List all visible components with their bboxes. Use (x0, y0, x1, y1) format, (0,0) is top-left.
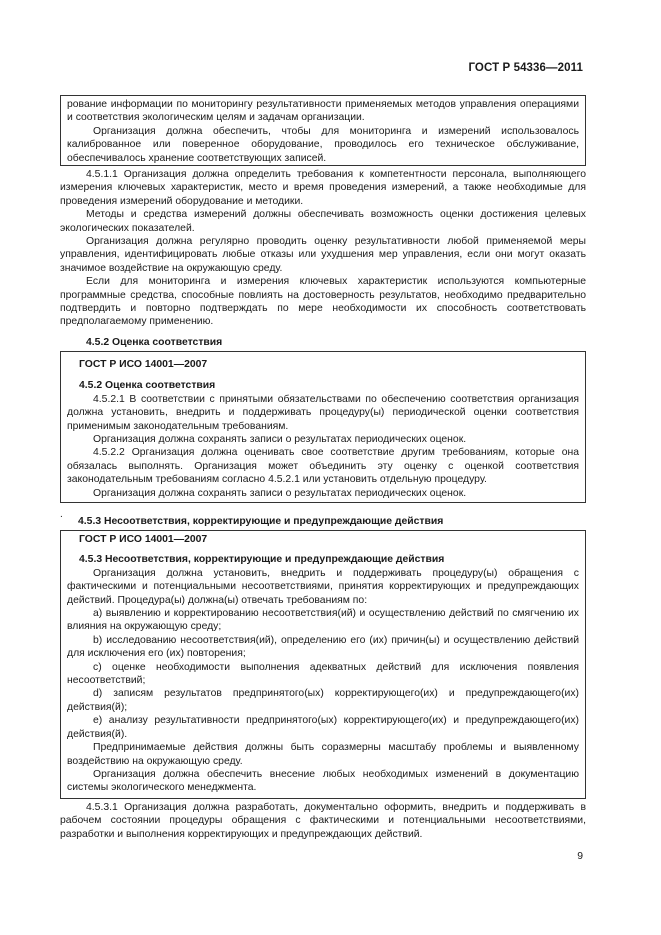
paragraph: Организация должна регулярно проводить оценку результативности любой применяемой меры управления, идентифицировать любые отказы или ухудшения мер управления, если они могут оказать значимое воздействие на окружающую среду. (60, 236, 586, 274)
paragraph: Предпринимаемые действия должны быть соразмерны масштабу проблемы и выявленному воздействию на окружающую среду. (67, 742, 579, 767)
paragraph: Организация должна обеспечить, чтобы для мониторинга и измерений использовалось калиброванное или поверенное оборудование, проводилось его техническое обслуживание, обеспечивалось хранение соответствующих записей. (67, 125, 579, 164)
document-code: ГОСТ Р 54336—2011 (468, 62, 583, 74)
box-heading: 4.5.3 Несоответствия, корректирующие и предупреждающие действия (79, 554, 445, 566)
list-item: e) анализу результативности предпринятого(ых) корректирующего(их) и предупреждающего(их) действия(й). (67, 715, 579, 740)
section-heading: 4.5.2 Оценка соответствия (86, 337, 223, 348)
paragraph: 4.5.2.1 В соответствии с принятыми обязательствами по обеспечению соответствия организация должна установить, внедрить и поддерживать процедуру(ы) периодической оценки соответствия применимым законодательным требованиям. (67, 393, 579, 432)
quote-box-4-5-3 (60, 530, 586, 799)
paragraph: 4.5.1.1 Организация должна определить требования к компетентности персонала, выполняющего измерения ключевых характеристик, место и время проведения измерений, а также необходимые для проведения измерений оборудование и методики. (60, 169, 586, 207)
section-heading: 4.5.3 Несоответствия, корректирующие и предупреждающие действия (78, 516, 444, 527)
page-number: 9 (577, 851, 583, 862)
paragraph: Организация должна установить, внедрить и поддерживать процедуру(ы) обращения с фактическими и потенциальными несоответствиями, принятия корректирующих и предупреждающих действий. Процедура(ы) должна(ы) отвечать требованиям по: (67, 567, 579, 606)
paragraph: Если для мониторинга и измерения ключевых характеристик используются компьютерные программные средства, способные повлиять на достоверность результатов, необходимо предварительно подтвердить и повторно подтверждать по мере необходимости их способность соответствовать предполагаемому применению. (60, 276, 586, 328)
paragraph: рование информации по мониторингу результативности применяемых методов управления операциями и соответствия экологическим целям и задачам организации. (67, 99, 579, 124)
box-standard-title: ГОСТ Р ИСО 14001—2007 (79, 534, 208, 545)
list-item: d) записям результатов предпринятого(ых) корректирующего(их) и предупреждающего(их) действия(й); (67, 688, 579, 713)
list-item: a) выявлению и корректированию несоответствия(ий) и осуществлению действий по смягчению их влияния на окружающую среду; (67, 608, 579, 633)
paragraph: 4.5.2.2 Организация должна оценивать свое соответствие другим требованиям, которые она обязалась выполнять. Организация может объединить эту оценку с оценкой соответствия законодательным требованиям согласно 4.5.2.1 или установить отдельную процедуру. (67, 447, 579, 486)
paragraph: Методы и средства измерений должны обеспечивать возможность оценки достижения целевых экологических показателей. (60, 209, 586, 234)
list-item: c) оценке необходимости выполнения адекватных действий для исключения появления несоответствий; (67, 661, 579, 687)
body-text-4-5-3-1 (60, 801, 586, 841)
section-heading-4-5-3 (60, 515, 586, 528)
paragraph: Организация должна обеспечить внесение любых необходимых изменений в документацию системы экологического менеджмента. (67, 768, 579, 794)
quote-box-4-5-2 (60, 351, 586, 503)
quote-box-continuation (60, 95, 586, 166)
paragraph: Организация должна сохранять записи о результатах периодических оценок. (93, 434, 467, 446)
box-standard-title: ГОСТ Р ИСО 14001—2007 (79, 359, 208, 370)
body-text-4-5-1-1 (60, 168, 586, 329)
paragraph: Организация должна сохранять записи о результатах периодических оценок. (93, 487, 467, 499)
stray-dot: . (60, 509, 63, 520)
list-item: b) исследованию несоответствия(ий), определению его (их) причин(ы) и осуществлению действий для исключения его (их) повторения; (67, 634, 579, 660)
paragraph: 4.5.3.1 Организация должна разработать, документально оформить, внедрить и поддерживать в рабочем состоянии процедуры обращения с фактическими и потенциальными несоответствиями, разработки и выполнения корректирующих и предупреждающих действий. (60, 802, 586, 840)
section-heading-4-5-2 (60, 336, 586, 349)
box-heading: 4.5.2 Оценка соответствия (79, 380, 216, 392)
